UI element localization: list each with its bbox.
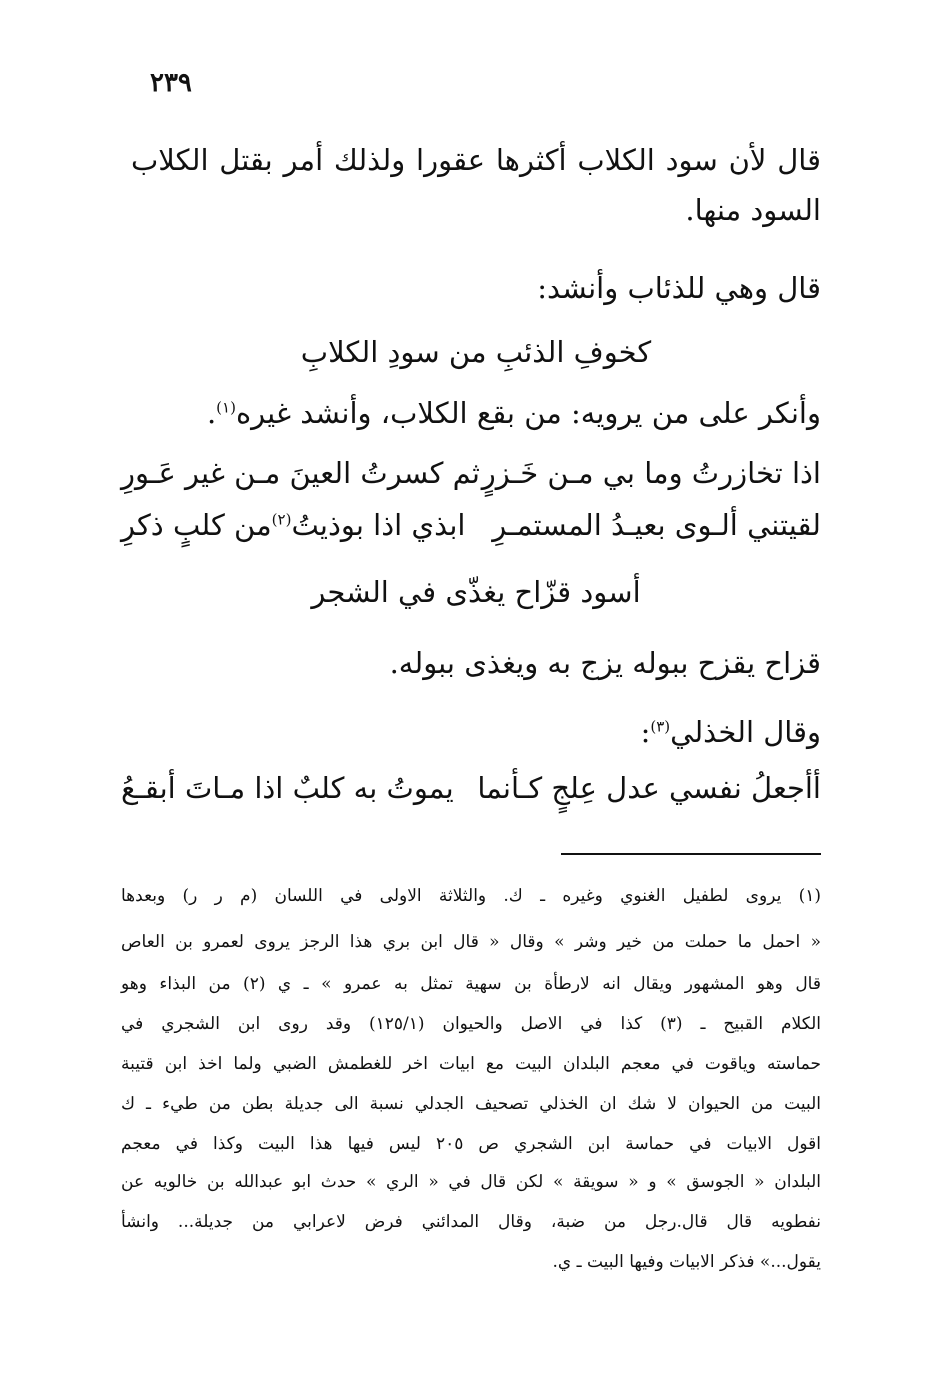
footnote-line-3: قال وهو المشهور ويقال انه لارطأة بن سهية تمثل به عمرو » ـ ي (٢) من البذاء وهو bbox=[121, 974, 821, 994]
quoted-hemistich-2: أسود قزّاح يغذّى في الشجر bbox=[311, 575, 641, 609]
paragraph-line-4-end: . bbox=[206, 396, 217, 430]
paragraph-line-2: السود منها. bbox=[685, 193, 821, 227]
paragraph-line-1: قال لأن سود الكلاب أكثرها عقورا ولذلك أمر بقتل الكلاب bbox=[131, 143, 821, 177]
paragraph-line-6 bbox=[131, 712, 821, 752]
paragraph-line-4 bbox=[131, 393, 821, 433]
paragraph-line-6-end: : bbox=[640, 715, 651, 749]
verse-1-first-hemistich: اذا تخازرتُ وما بي مـن خَـزرٍ bbox=[481, 456, 821, 490]
footnote-ref-1: (١) bbox=[216, 398, 236, 417]
footnote-line-9: نفطويه قال قال.رجل من ضبة، وقال المدائني فرض لاعرابي من جديلة... وانشأ bbox=[121, 1212, 821, 1232]
footnote-line-6: البيت من الحيوان لا شك ان الخذلي تصحيف الجدلي نسبة الى جديلة بطن من طيء ـ ك bbox=[121, 1094, 821, 1114]
verse-1-second-hemistich: ثم كسرتُ العينَ مـن غير عَـورِ bbox=[121, 456, 480, 490]
paragraph-line-3: قال وهي للذئاب وأنشد: bbox=[537, 271, 821, 305]
footnote-line-4: الكلام القبيح ـ (٣) كذا في الاصل والحيوان (١٢٥/١) وقد روى ابن الشجري في bbox=[121, 1014, 821, 1034]
footnote-ref-2: (٢) bbox=[271, 510, 292, 529]
quoted-hemistich-1: كخوفِ الذئبِ من سودِ الكلابِ bbox=[300, 335, 652, 369]
footnote-ref-3: (٣) bbox=[650, 717, 671, 736]
verse-line-1 bbox=[121, 453, 821, 493]
verse-2-first-hemistich: لقيتني ألـوى بعيـدُ المستمـرِ bbox=[492, 508, 821, 542]
footnote-line-5: حماسته وياقوت في معجم البلدان البيت مع ابيات اخر للغطمش الضبي ولما اخذ ابن قتيبة bbox=[121, 1054, 821, 1074]
verse-3-first-hemistich: أأجعلُ نفسي عدل عِلجٍ كـأنما bbox=[477, 771, 821, 805]
paragraph-line-6-text: وقال الخذلي bbox=[670, 715, 821, 749]
footnote-separator bbox=[561, 853, 821, 855]
footnote-line-10: يقول...» فذكر الابيات وفيها البيت ـ ي. bbox=[552, 1252, 821, 1272]
verse-3-second-hemistich: يموتُ به كلبٌ اذا مـاتَ أبقـعُ bbox=[121, 771, 454, 805]
footnote-line-2: « احمل ما حملت من خير وشر » وقال « قال ابن بري هذا الرجز يروى لعمرو بن العاص bbox=[121, 932, 821, 952]
footnote-line-1: (١) يروى لطفيل الغنوي وغيره ـ ك. والثلاثة الاولى في اللسان (م ر ر) وبعدها bbox=[121, 886, 821, 906]
footnote-line-8: البلدان « الجوسق » و « سويقة » لكن قال في « الري » حدث ابو عبدالله بن خالويه عن bbox=[121, 1172, 821, 1192]
verse-2-second-pre: ابذي اذا بوذيتُ bbox=[291, 508, 466, 542]
page-number: ٢٣٩ bbox=[150, 68, 192, 98]
paragraph-line-4-text: وأنكر على من يرويه: من بقع الكلاب، وأنشد غيره bbox=[235, 396, 821, 430]
verse-line-2 bbox=[121, 505, 821, 545]
paragraph-line-5: قزاح يقزح ببوله يزج به ويغذى ببوله. bbox=[389, 646, 821, 680]
verse-line-3 bbox=[121, 768, 821, 808]
verse-2-second-hemistich bbox=[121, 505, 465, 545]
verse-2-second-post: من كلبٍ ذكرِ bbox=[121, 508, 272, 542]
footnote-line-7: اقول الابيات في حماسة ابن الشجري ص ٢٠٥ ليس فيها هذا البيت وكذا في معجم bbox=[121, 1134, 822, 1154]
